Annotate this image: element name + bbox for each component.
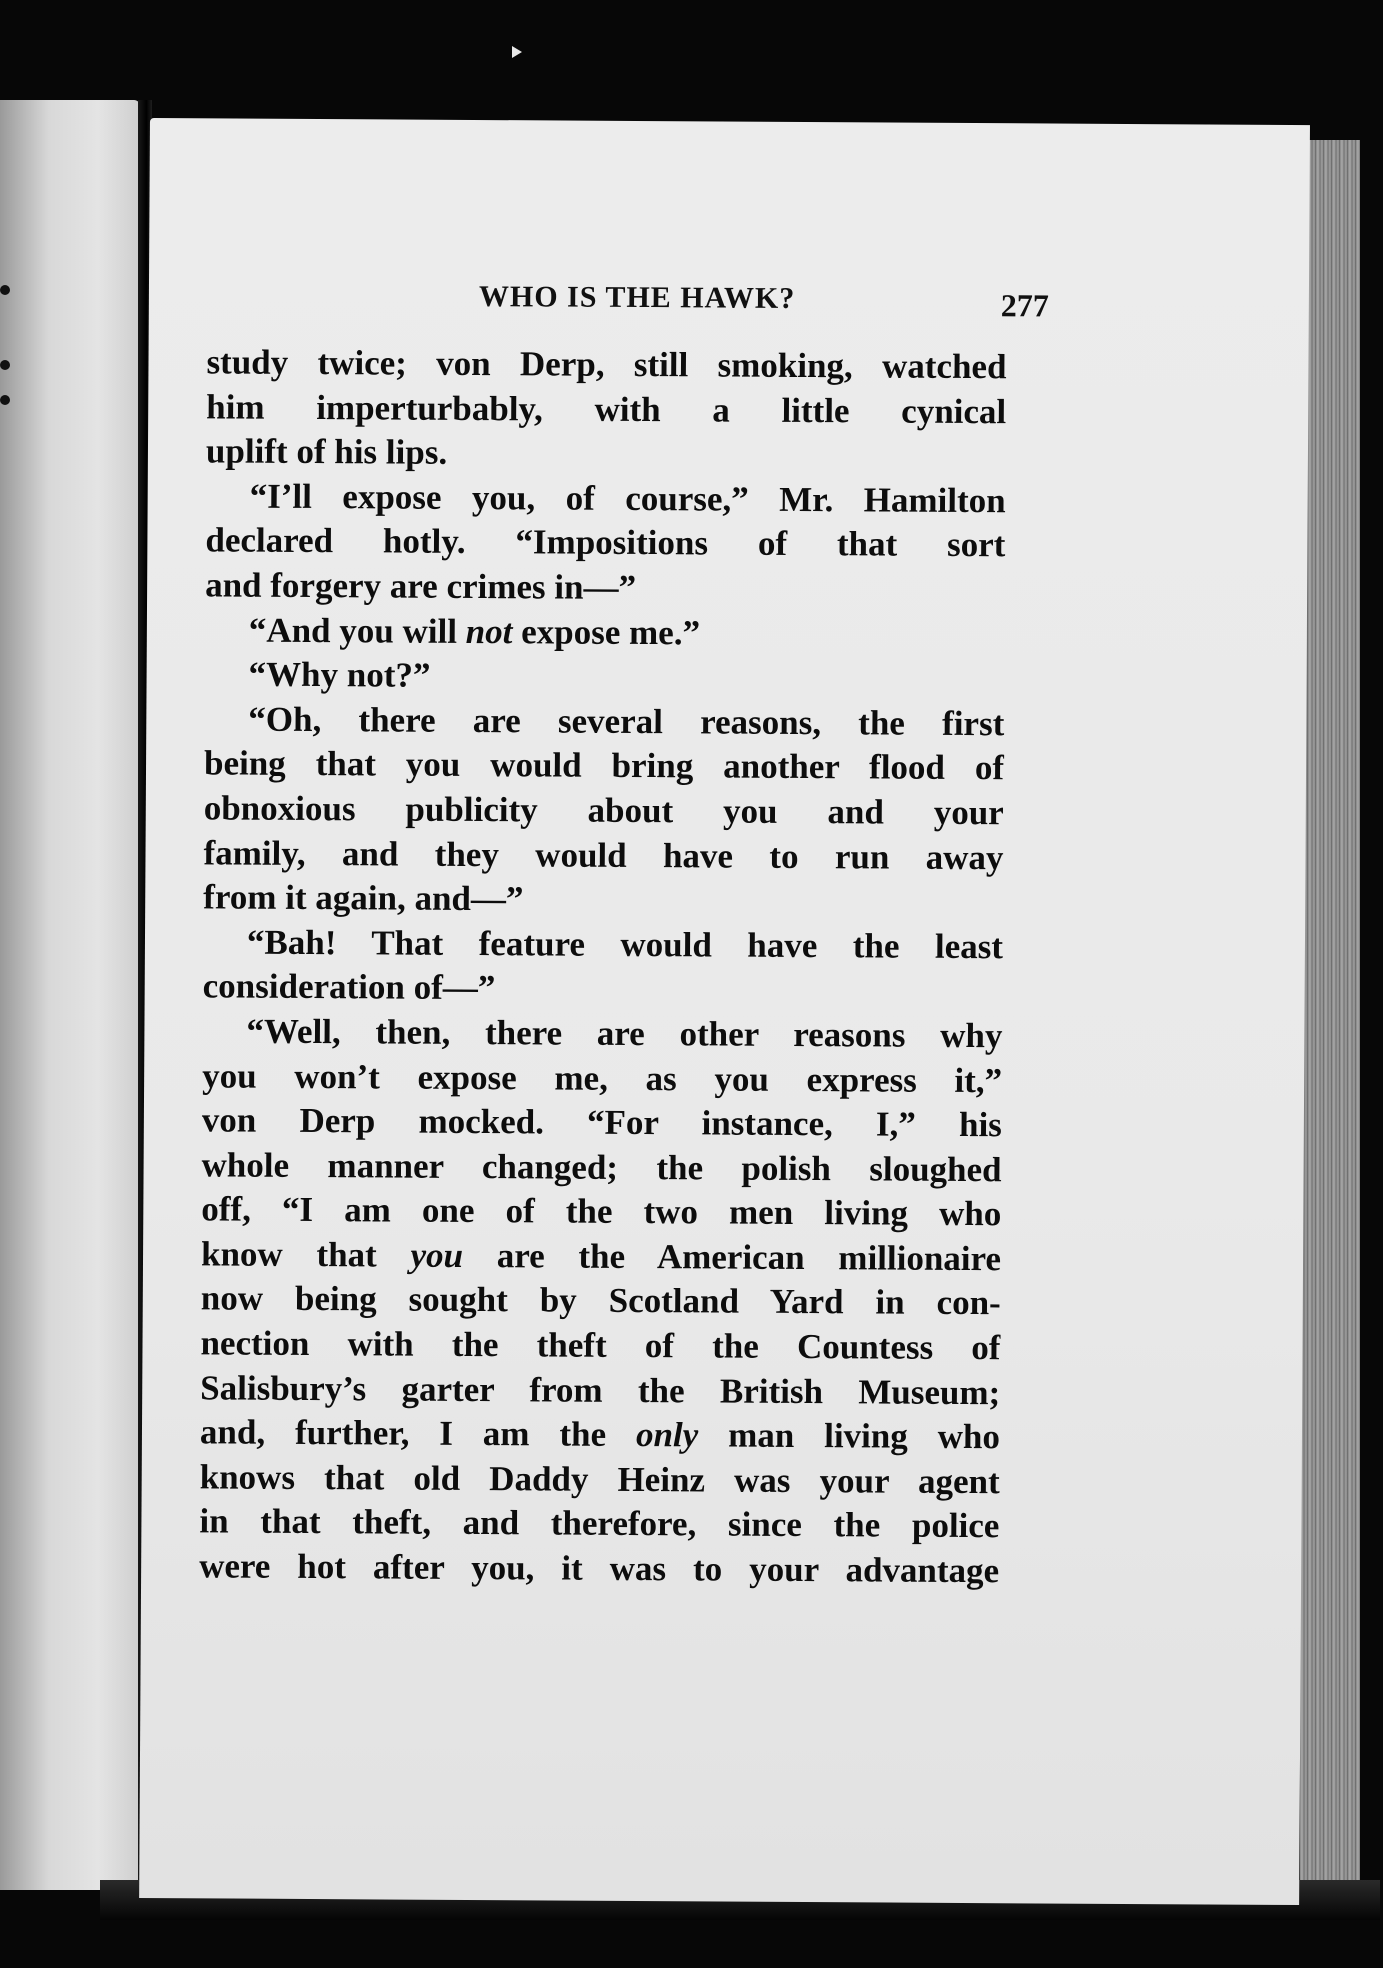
text-line: off, “I am one of the two men living who	[201, 1189, 1002, 1234]
text-line: uplift of his lips.	[205, 431, 448, 473]
book-page	[139, 118, 1310, 1905]
text-line: and forgery are crimes in—”	[205, 565, 637, 607]
text-line: “Oh, there are several reasons, the first	[248, 699, 1005, 743]
text-line: him imperturbably, with a little cynical	[206, 386, 1007, 431]
running-title: WHO IS THE HAWK?	[478, 280, 796, 315]
text-line: Salisbury’s garter from the British Museum;	[200, 1367, 1001, 1412]
page-mark	[0, 285, 10, 295]
text-line: know that you are the American millionaire	[200, 1234, 1002, 1279]
text-line: family, and they would have to run away	[203, 832, 1004, 877]
text-line: nection with the theft of the Countess of	[200, 1323, 1001, 1368]
scan-marker-icon	[512, 46, 522, 58]
emphasis: you	[410, 1235, 464, 1275]
text-line: consideration of—”	[202, 966, 496, 1008]
text-line: obnoxious publicity about you and your	[203, 788, 1004, 833]
page-mark	[0, 360, 10, 370]
text-line: von Derp mocked. “For instance, I,” his	[201, 1100, 1002, 1145]
text-line: “I’ll expose you, of course,” Mr. Hamilton	[249, 476, 1006, 521]
emphasis: not	[465, 611, 513, 651]
text-line: “Why not?”	[248, 654, 431, 695]
body-text	[199, 340, 1007, 1593]
page-mark	[0, 395, 10, 405]
text-line: were hot after you, it was to your advantage	[199, 1546, 1000, 1591]
text-line: “Bah! That feature would have the least	[246, 922, 1004, 966]
page-stack-edge	[1300, 140, 1360, 1920]
text-line: being that you would bring another flood of	[203, 743, 1005, 788]
text-line: whole manner changed; the polish sloughed	[201, 1145, 1002, 1189]
emphasis: only	[635, 1415, 699, 1455]
text-line: now being sought by Scotland Yard in con-	[200, 1278, 1001, 1323]
text-line: study twice; von Derp, still smoking, watched	[206, 342, 1007, 387]
text-line: and, further, I am the only man living who	[199, 1412, 1001, 1457]
text-line: from it again, and—”	[203, 877, 524, 919]
text-line: knows that old Daddy Heinz was your agent	[199, 1457, 1000, 1502]
page-number: 277	[1000, 287, 1049, 324]
text-line: you won’t expose me, as you express it,”	[202, 1055, 1003, 1100]
running-head	[149, 278, 1309, 335]
previous-page-edge	[0, 100, 140, 1890]
text-line: “And you will not expose me.”	[248, 610, 701, 652]
text-line: “Well, then, there are other reasons why	[246, 1011, 1003, 1056]
text-line: declared hotly. “Impositions of that sort	[205, 520, 1006, 565]
text-line: in that theft, and therefore, since the police	[199, 1501, 1000, 1546]
